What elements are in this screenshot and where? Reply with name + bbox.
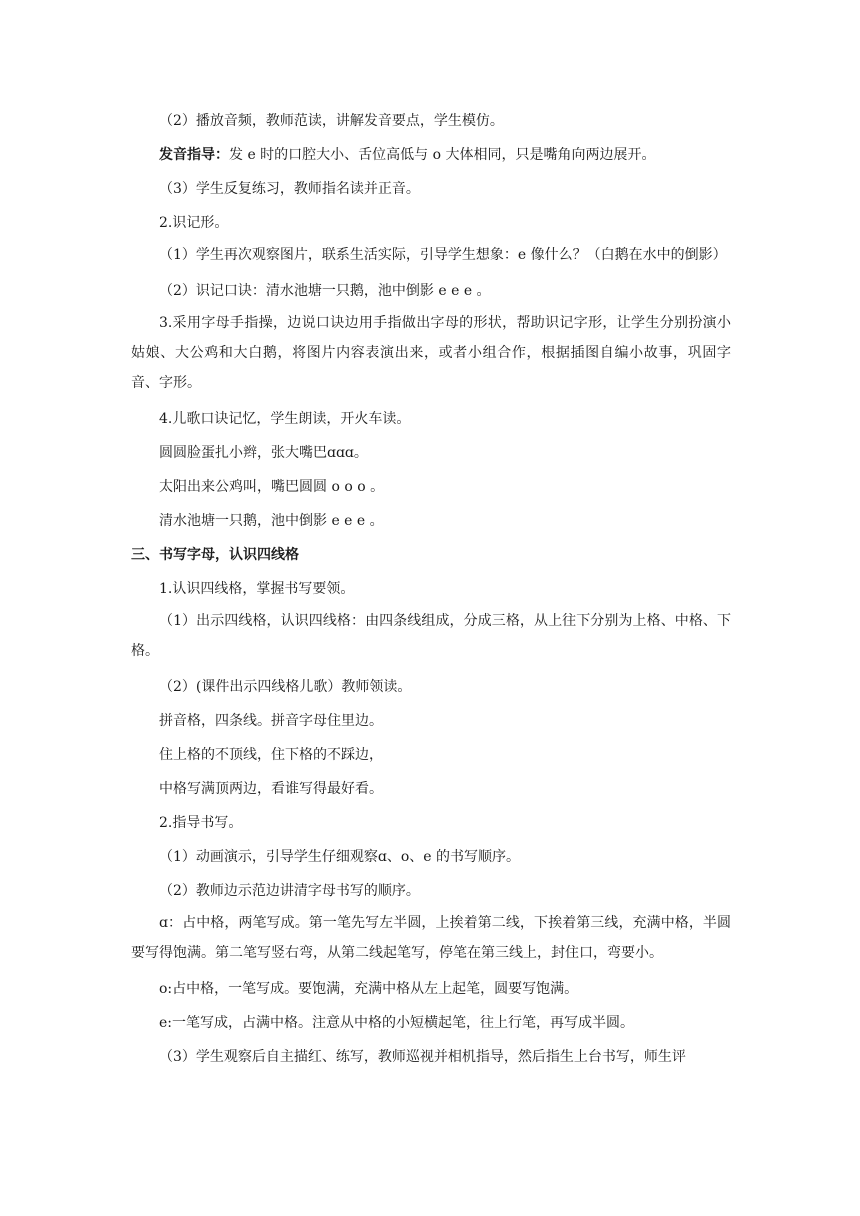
- bold-lead: 发音指导：: [159, 147, 229, 163]
- paragraph: （1）学生再次观察图片，联系生活实际，引导学生想象：e 像什么？（白鹅在水中的倒影）: [159, 247, 727, 263]
- paragraph: 3.采用字母手指操，边说口诀边用手指做出字母的形状，帮助识记字形，让学生分别扮演小姑娘、大公鸡和大白鹅，将图片内容表演出来，或者小组合作，根据插图自编小故事，巩固字音、字形。: [131, 315, 731, 391]
- paragraph: ɑ：占中格，两笔写成。第一笔先写左半圆，上挨着第二线，下挨着第三线，充满中格，半圆要写得饱满。第二笔写竖右弯，从第二线起笔写，停笔在第三线上，封住口，弯要小。: [131, 915, 731, 961]
- rhyme-line: 圆圆脸蛋扎小辫，张大嘴巴ɑɑɑ。: [159, 445, 368, 461]
- paragraph: （2）(课件出示四线格儿歌）教师领读。: [159, 679, 412, 695]
- rhyme-line: 住上格的不顶线，住下格的不踩边，: [159, 747, 383, 763]
- rhyme-line: 拼音格，四条线。拼音字母住里边。: [159, 713, 383, 729]
- paragraph: （3）学生观察后自主描红、练写，教师巡视并相机指导，然后指生上台书写，师生评: [159, 1049, 686, 1065]
- paragraph: 4.儿歌口诀记忆，学生朗读，开火车读。: [159, 411, 411, 427]
- document-page: [131, 104, 731, 1074]
- paragraph: （2）播放音频，教师范读，讲解发音要点，学生模仿。: [159, 113, 504, 129]
- section-heading: 三、书写字母，认识四线格: [131, 547, 299, 563]
- paragraph: 2.识记形。: [159, 215, 229, 231]
- paragraph: （1）动画演示，引导学生仔细观察ɑ、o、e 的书写顺序。: [159, 849, 521, 865]
- paragraph: e:一笔写成，占满中格。注意从中格的小短横起笔，往上行笔，再写成半圆。: [159, 1015, 634, 1031]
- rhyme-line: 清水池塘一只鹅，池中倒影 e e e 。: [159, 513, 384, 529]
- paragraph: （2）识记口诀：清水池塘一只鹅，池中倒影 e e e 。: [159, 283, 491, 299]
- paragraph: [131, 138, 731, 172]
- paragraph: 2.指导书写。: [159, 815, 243, 831]
- paragraph: o:占中格，一笔写成。要饱满，充满中格从左上起笔，圆要写饱满。: [159, 981, 579, 997]
- rhyme-line: 中格写满顶两边，看谁写得最好看。: [159, 781, 383, 797]
- paragraph: 1.认识四线格，掌握书写要领。: [159, 581, 355, 597]
- rhyme-line: 太阳出来公鸡叫，嘴巴圆圆 o o o 。: [159, 479, 385, 495]
- paragraph: （1）出示四线格，认识四线格：由四条线组成，分成三格，从上往下分别为上格、中格、下格。: [131, 613, 731, 659]
- paragraph: （2）教师边示范边讲清字母书写的顺序。: [159, 883, 420, 899]
- paragraph-text: 发 e 时的口腔大小、舌位高低与 o 大体相同，只是嘴角向两边展开。: [229, 147, 656, 163]
- paragraph: （3）学生反复练习，教师指名读并正音。: [159, 181, 420, 197]
